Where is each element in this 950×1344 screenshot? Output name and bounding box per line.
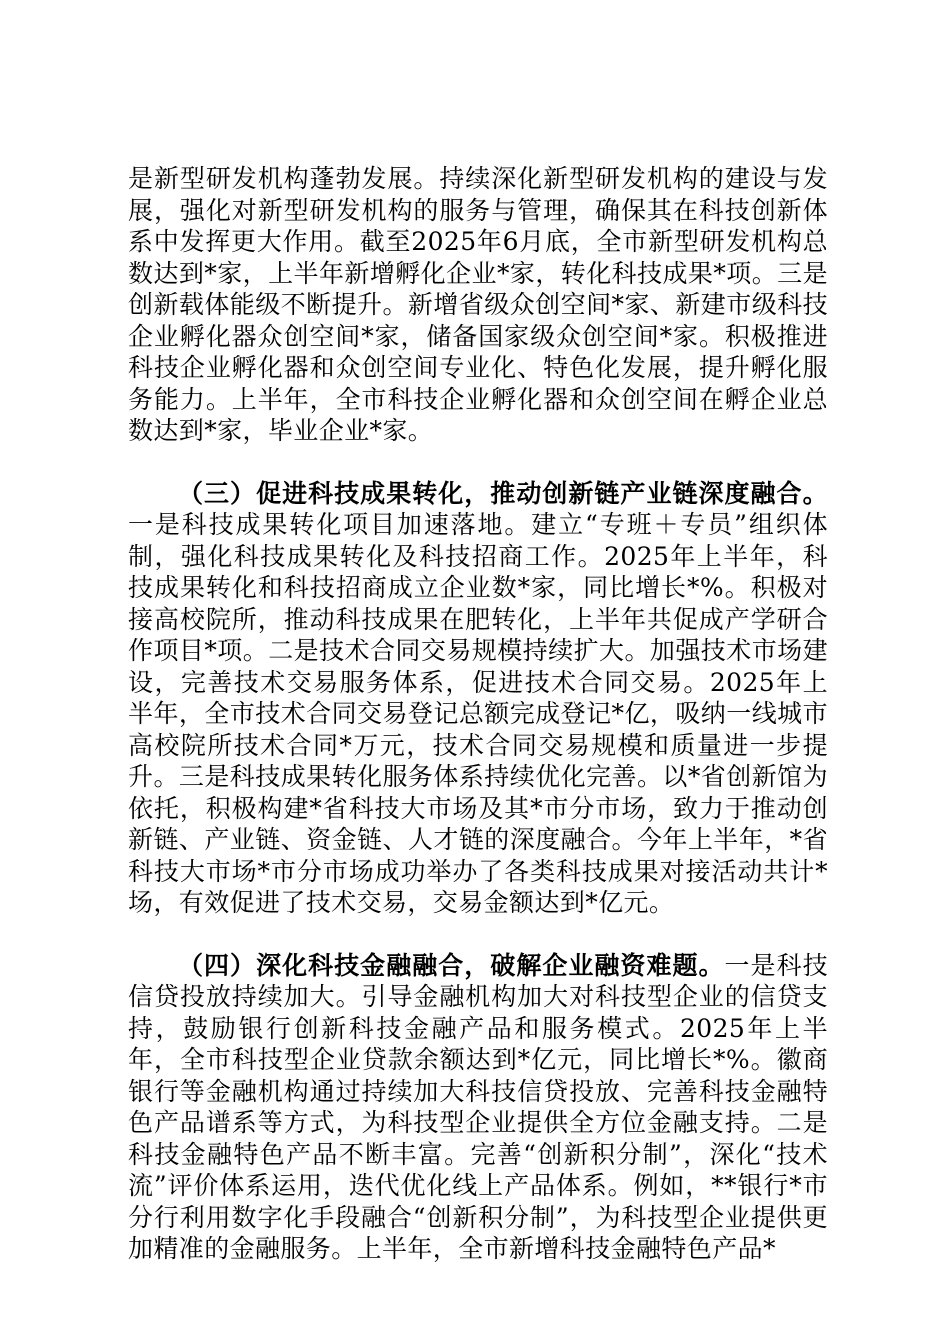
section-heading-3: （三）促进科技成果转化，推动创新链产业链深度融合。 xyxy=(178,478,828,508)
paragraph-text: 是新型研发机构蓬勃发展。持续深化新型研发机构的建设与发展，强化对新型研发机构的服务与管理，确保其在科技创新体系中发挥更大作用。截至2025年6月底，全市新型研发机构总数达到*家，上半年新增孵化企业*家，转化科技成果*项。三是创新载体能级不断提升。新增省级众创空间*家、新建市级科技企业孵化器众创空间*家，储备国家级众创空间*家。积极推进科技企业孵化器和众创空间专业化、特色化发展，提升孵化服务能力。上半年，全市科技企业孵化器和众创空间在孵企业总数达到*家，毕业企业*家。 xyxy=(128,164,828,445)
paragraph-gap xyxy=(128,447,828,478)
paragraph-tech-transfer xyxy=(128,478,828,919)
paragraph-text: 一是科技信贷投放持续加大。引导金融机构加大对科技型企业的信贷支持，鼓励银行创新科技金融产品和服务模式。2025年上半年，全市科技型企业贷款余额达到*亿元，同比增长*%。徽商银行等金融机构通过持续加大科技信贷投放、完善科技金融特色产品谱系等方式，为科技型企业提供全方位金融支持。二是科技金融特色产品不断丰富。完善“创新积分制”，深化“技术流”评价体系运用，迭代优化线上产品体系。例如，**银行*市分行利用数字化手段融合“创新积分制”，为科技型企业提供更加精准的金融服务。上半年，全市新增科技金融特色产品* xyxy=(128,950,828,1263)
paragraph-text: 一是科技成果转化项目加速落地。建立“专班＋专员”组织体制，强化科技成果转化及科技招商工作。2025年上半年，科技成果转化和科技招商成立企业数*家，同比增长*%。积极对接高校院所，推动科技成果在肥转化，上半年共促成产学研合作项目*项。二是技术合同交易规模持续扩大。加强技术市场建设，完善技术交易服务体系，促进技术合同交易。2025年上半年，全市技术合同交易登记总额完成登记*亿，吸纳一线城市高校院所技术合同*万元，技术合同交易规模和质量进一步提升。三是科技成果转化服务体系持续优化完善。以*省创新馆为依托，积极构建*省科技大市场及其*市分市场，致力于推动创新链、产业链、资金链、人才链的深度融合。今年上半年，*省科技大市场*市分市场成功举办了各类科技成果对接活动共计*场，有效促进了技术交易，交易金额达到*亿元。 xyxy=(128,510,828,917)
paragraph-research-institutions xyxy=(128,163,828,447)
paragraph-gap xyxy=(128,919,828,950)
section-heading-4: （四）深化科技金融融合，破解企业融资难题。 xyxy=(178,950,725,980)
document-page xyxy=(128,163,828,1265)
paragraph-tech-finance xyxy=(128,950,828,1265)
